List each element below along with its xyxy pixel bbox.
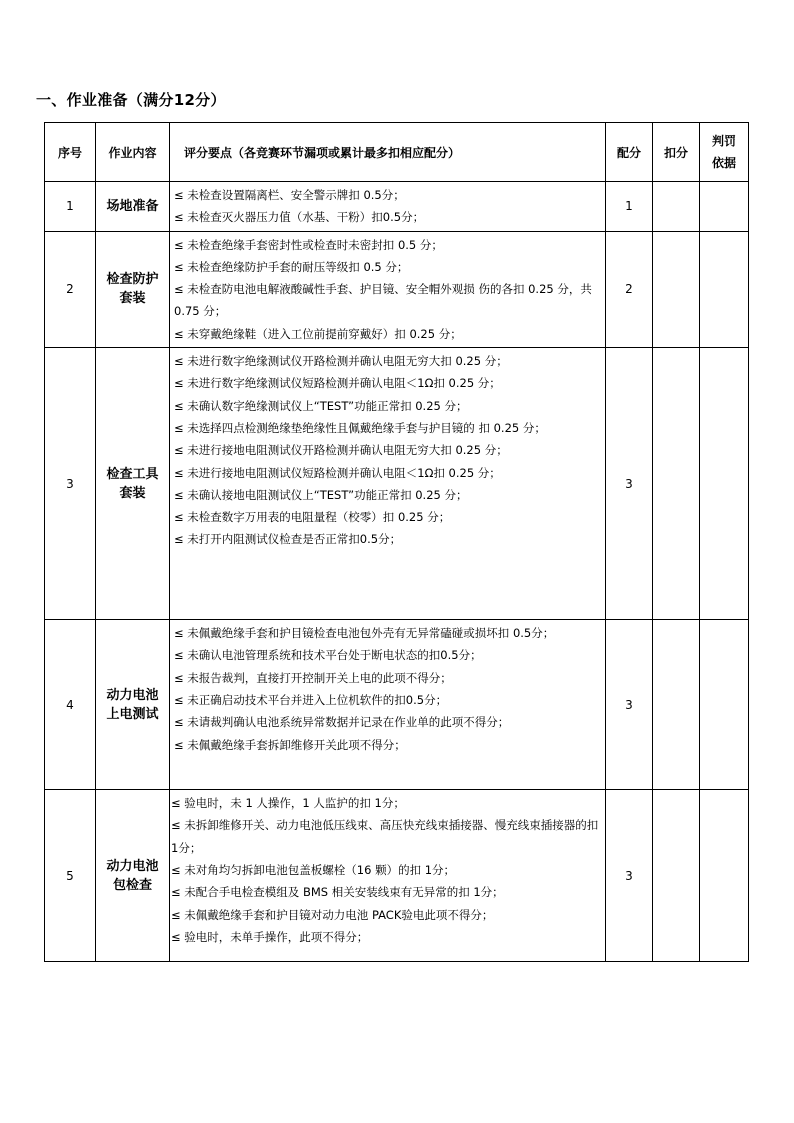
scoring-item: ≤ 未请裁判确认电池系统异常数据并记录在作业单的此项不得分；	[174, 715, 510, 730]
scoring-points	[170, 231, 606, 347]
col-header-no: 序号	[45, 123, 96, 182]
scoring-item: ≤ 未穿戴绝缘鞋（进入工位前提前穿戴好）扣 0.25 分；	[174, 326, 462, 341]
basis-cell	[700, 231, 749, 347]
scoring-item: ≤ 未检查防电池电解液酸碱性手套、护目镜、安全帽外观损 伤的各扣 0.25 分，共 0.75 分；	[174, 282, 592, 319]
task-name: 检查防护套装	[96, 231, 170, 347]
scoring-points	[170, 790, 606, 962]
score-value: 2	[606, 231, 653, 347]
basis-cell	[700, 182, 749, 232]
basis-cell	[700, 348, 749, 620]
scoring-item: ≤ 未检查绝缘防护手套的耐压等级扣 0.5 分；	[174, 259, 409, 274]
scoring-item: ≤ 未进行接地电阻测试仪短路检测并确认电阻＜1Ω扣 0.25 分；	[174, 465, 501, 480]
scoring-item: ≤ 未对角均匀拆卸电池包盖板螺栓（16 颗）的扣 1分；	[171, 862, 456, 877]
scoring-item: ≤ 未佩戴绝缘手套和护目镜对动力电池 PACK验电此项不得分；	[171, 907, 494, 922]
scoring-item: ≤ 未检查设置隔离栏、安全警示牌扣 0.5分；	[174, 188, 405, 202]
scoring-item: ≤ 未拆卸维修开关、动力电池低压线束、高压快充线束插接器、慢充线束插接器的扣 1分；	[171, 818, 599, 855]
col-header-deduct: 扣分	[653, 123, 700, 182]
scoring-item: ≤ 未进行数字绝缘测试仪短路检测并确认电阻＜1Ω扣 0.25 分；	[174, 376, 501, 391]
row-number: 5	[45, 790, 96, 962]
table-row	[45, 790, 749, 962]
row-number: 1	[45, 182, 96, 232]
scoring-points	[170, 182, 606, 232]
score-value: 3	[606, 790, 653, 962]
scoring-item: ≤ 未进行接地电阻测试仪开路检测并确认电阻无穷大扣 0.25 分；	[174, 443, 508, 458]
section-heading: 一、作业准备（满分12分）	[36, 91, 226, 109]
deduct-cell	[653, 620, 700, 790]
scoring-item: ≤ 未进行数字绝缘测试仪开路检测并确认电阻无穷大扣 0.25 分；	[174, 354, 508, 369]
table-header-row	[45, 123, 749, 182]
scoring-item: ≤ 验电时，未单手操作，此项不得分；	[171, 929, 369, 944]
deduct-cell	[653, 790, 700, 962]
deduct-cell	[653, 182, 700, 232]
scoring-item: ≤ 未确认电池管理系统和技术平台处于断电状态的扣0.5分；	[174, 648, 482, 663]
score-value: 1	[606, 182, 653, 232]
score-value: 3	[606, 348, 653, 620]
score-value: 3	[606, 620, 653, 790]
scoring-item: ≤ 未正确启动技术平台并进入上位机软件的扣0.5分；	[174, 692, 448, 707]
scoring-item: ≤ 未佩戴绝缘手套和护目镜检查电池包外壳有无异常磕碰或损坏扣 0.5分；	[174, 626, 555, 641]
scoring-item: ≤ 未确认数字绝缘测试仪上“TEST”功能正常扣 0.25 分；	[174, 398, 468, 413]
task-name: 动力电池包检查	[96, 790, 170, 962]
scoring-points	[170, 620, 606, 790]
scoring-item: ≤ 未打开内阻测试仪检查是否正常扣0.5分；	[174, 532, 402, 547]
scoring-item: ≤ 未选择四点检测绝缘垫绝缘性且佩戴绝缘手套与护目镜的 扣 0.25 分；	[174, 420, 546, 435]
scoring-item: ≤ 未报告裁判，直接打开控制开关上电的此项不得分；	[174, 670, 452, 685]
table-row	[45, 231, 749, 347]
scoring-points	[170, 348, 606, 620]
row-number: 3	[45, 348, 96, 620]
scoring-item: ≤ 未确认接地电阻测试仪上“TEST”功能正常扣 0.25 分；	[174, 487, 468, 502]
task-name: 检查工具套装	[96, 348, 170, 620]
scoring-item: ≤ 未检查绝缘手套密封性或检查时未密封扣 0.5 分；	[174, 237, 443, 252]
table-row	[45, 182, 749, 232]
scoring-item: ≤ 未检查灭火器压力值（水基、干粉）扣0.5分；	[174, 210, 425, 225]
row-number: 2	[45, 231, 96, 347]
table-row	[45, 348, 749, 620]
scoring-item: ≤ 未佩戴绝缘手套拆卸维修开关此项不得分；	[174, 737, 406, 752]
task-name: 场地准备	[96, 182, 170, 232]
row-number: 4	[45, 620, 96, 790]
scoring-table	[44, 122, 749, 962]
col-header-score: 配分	[606, 123, 653, 182]
basis-cell	[700, 620, 749, 790]
scoring-item: ≤ 验电时，未 1 人操作，1 人监护的扣 1分；	[171, 796, 405, 811]
col-header-points: 评分要点（各竞赛环节漏项或累计最多扣相应配分）	[170, 123, 606, 182]
deduct-cell	[653, 231, 700, 347]
scoring-item: ≤ 未检查数字万用表的电阻量程（校零）扣 0.25 分；	[174, 510, 451, 525]
task-name: 动力电池上电测试	[96, 620, 170, 790]
col-header-task: 作业内容	[96, 123, 170, 182]
col-header-basis: 判罚依据	[700, 123, 749, 182]
table-row	[45, 620, 749, 790]
deduct-cell	[653, 348, 700, 620]
scoring-item: ≤ 未配合手电检查模组及 BMS 相关安装线束有无异常的扣 1分；	[171, 885, 504, 900]
basis-cell	[700, 790, 749, 962]
